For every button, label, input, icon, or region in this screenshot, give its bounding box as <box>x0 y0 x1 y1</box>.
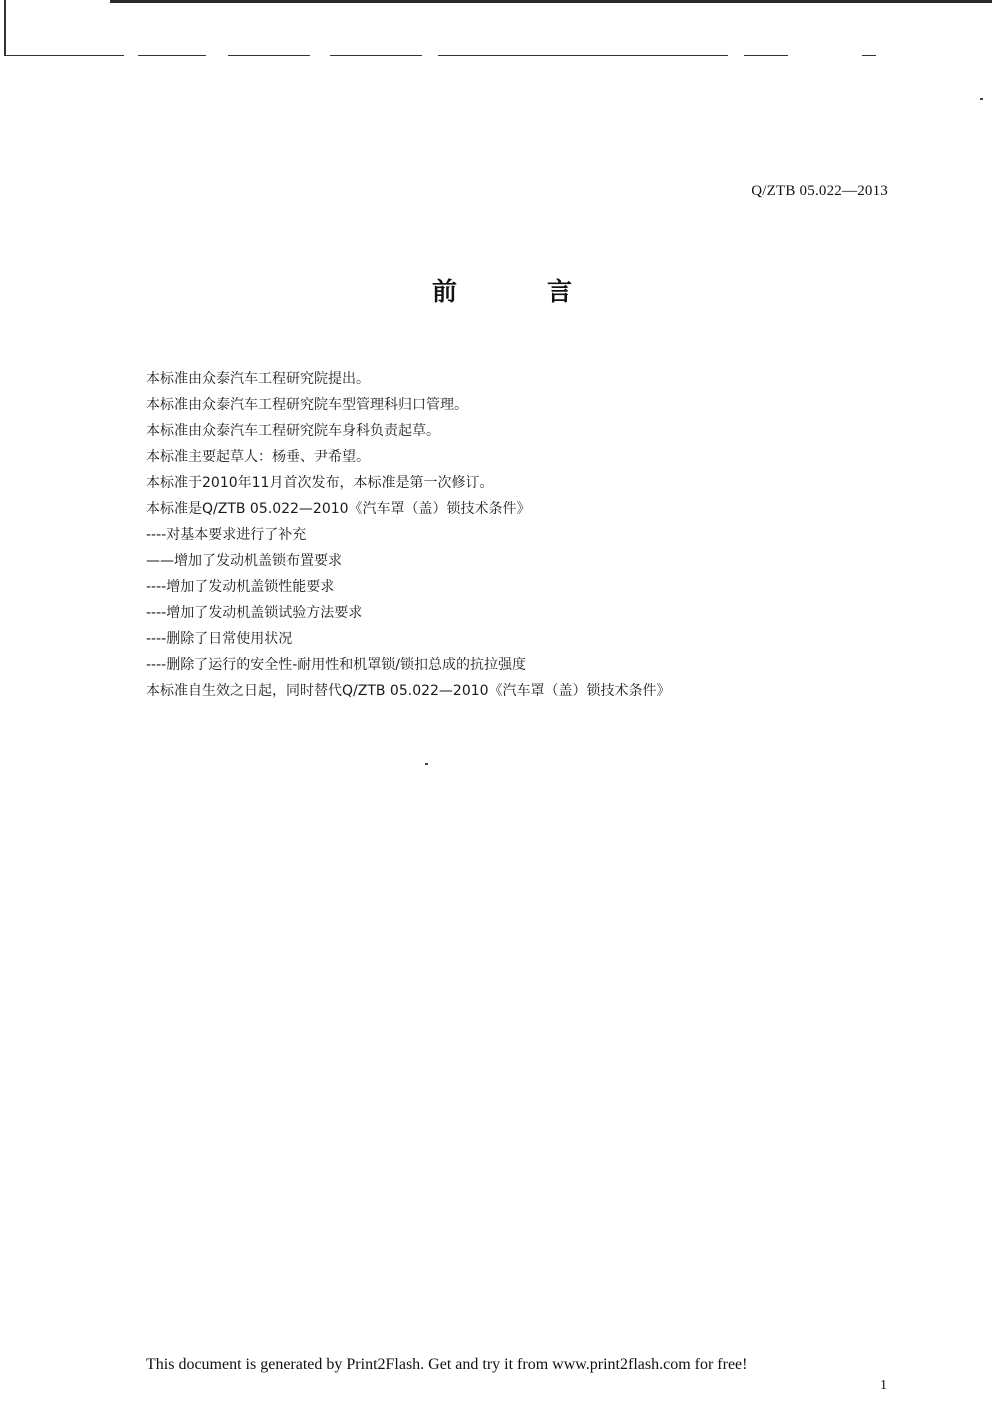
body-line: ----增加了发动机盖锁性能要求 <box>146 579 335 595</box>
body-line: ——增加了发动机盖锁布置要求 <box>146 553 342 569</box>
body-line: ----对基本要求进行了补充 <box>146 527 307 543</box>
header-rule-segment <box>6 55 124 56</box>
body-line: 本标准主要起草人：杨垂、尹希望。 <box>146 449 370 465</box>
page-number: 1 <box>880 1378 887 1393</box>
body-line: ----增加了发动机盖锁试验方法要求 <box>146 605 363 621</box>
title-char-2: 言 <box>546 277 572 306</box>
header-rule-segment <box>438 55 728 56</box>
body-line: 本标准由众泰汽车工程研究院车型管理科归口管理。 <box>146 397 468 413</box>
foreword-body <box>146 366 671 704</box>
body-line: 本标准由众泰汽车工程研究院提出。 <box>146 371 370 387</box>
body-line: 本标准自生效之日起，同时替代Q/ZTB 05.022—2010《汽车罩（盖）锁技术条件》 <box>146 683 671 699</box>
generator-notice: This document is generated by Print2Flash. Get and try it from www.print2flash.com for free! <box>146 1356 748 1373</box>
header-rule-segment <box>138 55 206 56</box>
scan-speck <box>425 763 428 765</box>
title-char-1: 前 <box>432 277 458 306</box>
header-rule-segment <box>330 55 422 56</box>
document-code: Q/ZTB 05.022—2013 <box>751 183 888 199</box>
header-rule-segment <box>744 55 788 56</box>
scan-edge-left <box>4 0 6 56</box>
body-line: 本标准于2010年11月首次发布，本标准是第一次修订。 <box>146 475 494 491</box>
body-line: 本标准是Q/ZTB 05.022—2010《汽车罩（盖）锁技术条件》 <box>146 501 531 517</box>
header-rule-segment <box>862 55 876 56</box>
body-line: ----删除了日常使用状况 <box>146 631 293 647</box>
body-line: 本标准由众泰汽车工程研究院车身科负责起草。 <box>146 423 440 439</box>
header-rule-segment <box>228 55 310 56</box>
page-title <box>432 272 572 308</box>
scan-edge-top <box>110 0 992 3</box>
scan-speck <box>980 98 983 100</box>
body-line: ----删除了运行的安全性-耐用性和机罩锁/锁扣总成的抗拉强度 <box>146 657 526 673</box>
